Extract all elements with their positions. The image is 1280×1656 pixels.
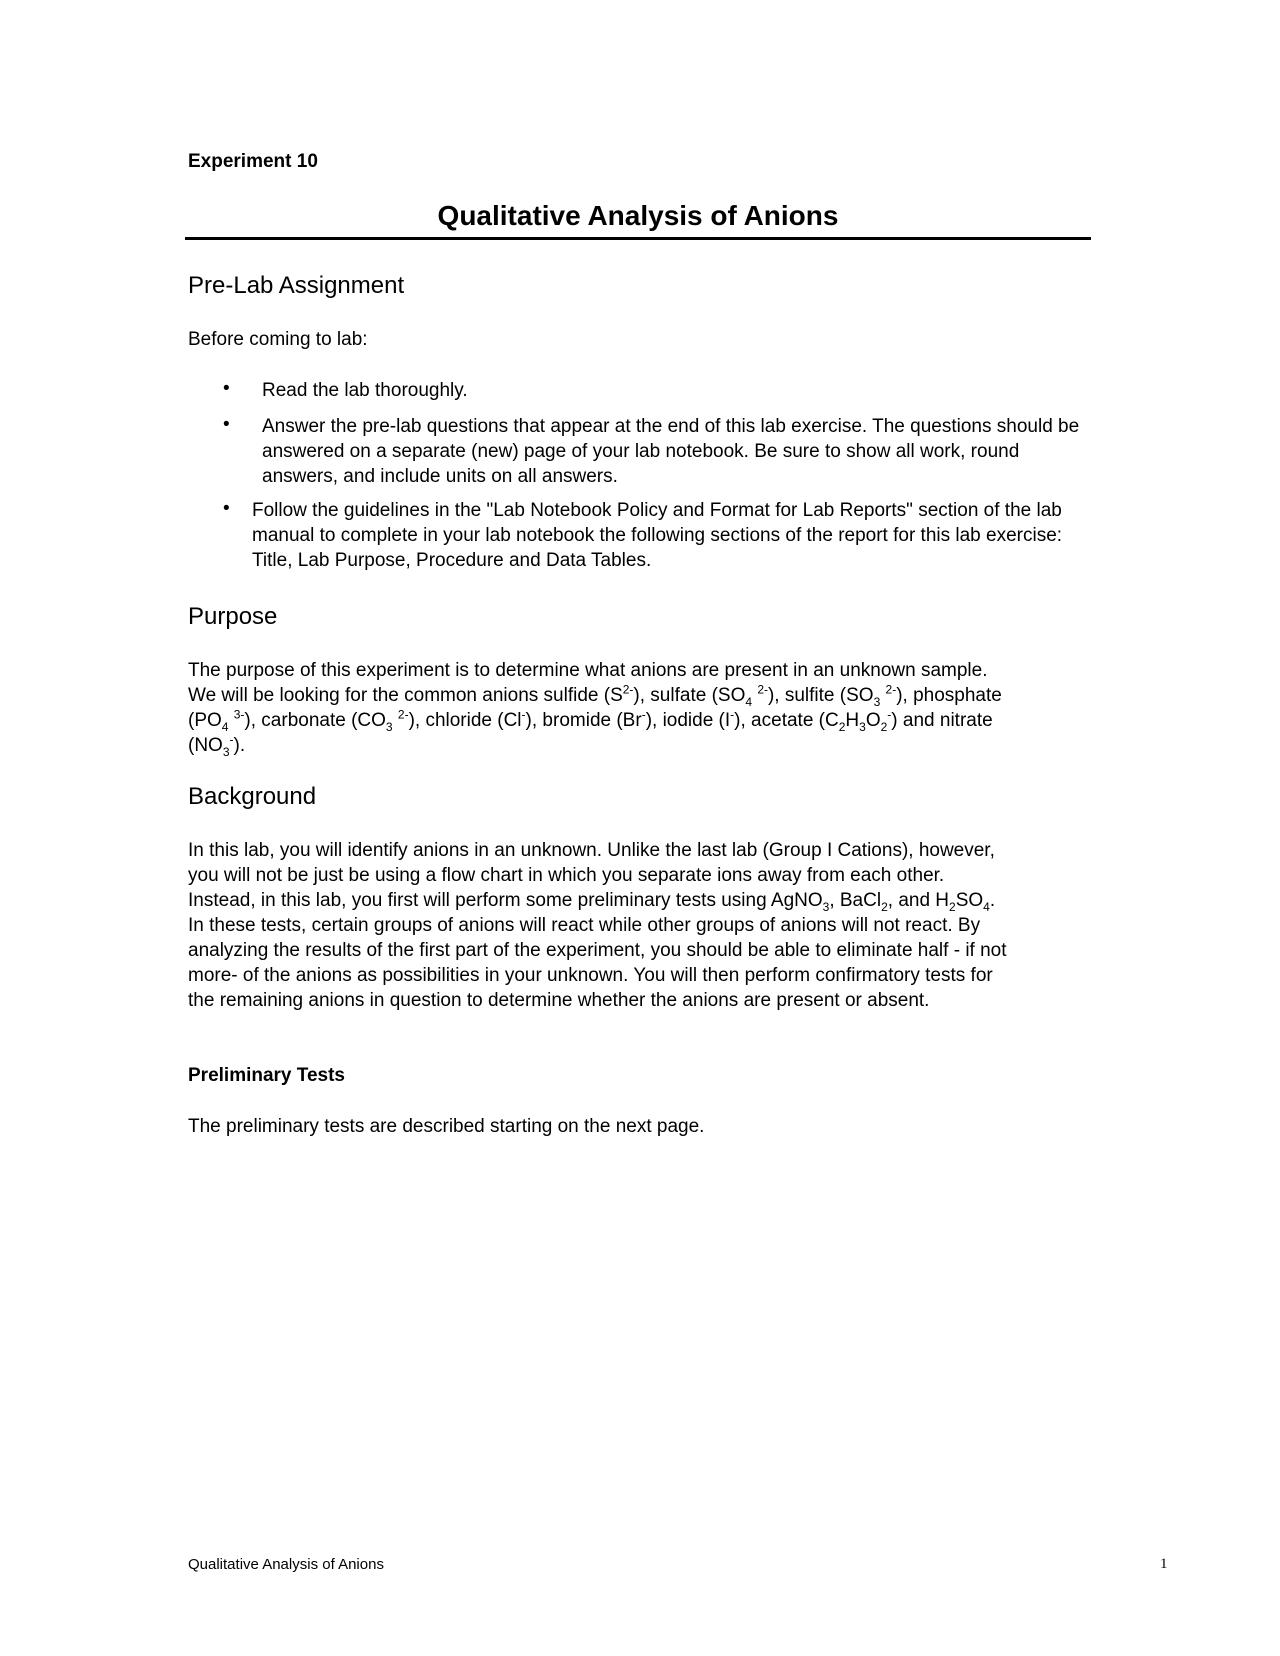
background-line-6: more- of the anions as possibilities in your unknown. You will then perform confirmatory tests for (188, 965, 993, 986)
page-number: 1 (1160, 1556, 1168, 1572)
background-heading: Background (188, 783, 317, 810)
page-title: Qualitative Analysis of Anions (437, 200, 839, 231)
purpose-line-2: We will be looking for the common anions sulfide $(S^{2-})$, sulfate ($SO_4$ $^{2-}$), sulfite ($SO_3$ $^{2-}$), phosphate (188, 682, 1002, 709)
bullet-icon: • (223, 498, 230, 519)
experiment-label: Experiment 10 (188, 151, 318, 172)
prelab-bullet-2: Answer the pre-lab questions that appear at the end of this lab exercise. The questions should be answered on a separate (new) page of your lab notebook. Be sure to show all work, round answers, and include units on all answers. (262, 416, 1080, 487)
prelab-bullet-1: Read the lab thoroughly. (262, 380, 468, 401)
prelab-intro: Before coming to lab: (188, 329, 368, 350)
purpose-line-3: ($PO_4$ $^{3-}$), carbonate ($CO_3$ $^{2-}$), chloride (Cl-), bromide (Br-), iodide (I-), acetate $(C_2H_3O_2^-)$ and nitrate (188, 707, 993, 734)
purpose-heading: Purpose (188, 603, 278, 630)
background-line-5: analyzing the results of the first part of the experiment, you should be able to eliminate half - if not (188, 940, 1007, 961)
prelab-heading: Pre-Lab Assignment (188, 272, 405, 299)
background-line-4: In these tests, certain groups of anions will react while other groups of anions will not react. By (188, 915, 981, 936)
purpose-line-1: The purpose of this experiment is to determine what anions are present in an unknown sample. (188, 660, 988, 681)
preliminary-tests-heading: Preliminary Tests (188, 1065, 346, 1086)
prelab-bullet-3-text: Follow the guidelines in the "Lab Notebook Policy and Format for Lab Reports" section of the lab manual to complete in your lab notebook the following sections of the report for this lab exercise: Title, Lab Purpose, Procedure and Data Tables. (252, 500, 1063, 571)
title-divider (185, 237, 1091, 240)
footer-title: Qualitative Analysis of Anions (188, 1556, 384, 1573)
purpose-line-4: $(NO_3^-)$. (188, 732, 246, 759)
purpose-paragraph (188, 658, 1093, 758)
background-line-3: Instead, in this lab, you first will perform some preliminary tests using AgNO$_3$, BaCl$_2$, and $H_2SO_4$. (188, 890, 996, 914)
bullet-icon: • (223, 378, 230, 399)
background-paragraph (188, 838, 1093, 1013)
background-line-2: you will not be just be using a flow chart in which you separate ions away from each other. (188, 865, 945, 886)
bullet-icon: • (223, 414, 230, 435)
background-line-1: In this lab, you will identify anions in an unknown. Unlike the last lab (Group I Cations), however, (188, 840, 995, 861)
prelab-bullet-3 (252, 498, 1092, 573)
background-line-7: the remaining anions in question to determine whether the anions are present or absent. (188, 990, 930, 1011)
preliminary-tests-text: The preliminary tests are described starting on the next page. (188, 1116, 705, 1137)
